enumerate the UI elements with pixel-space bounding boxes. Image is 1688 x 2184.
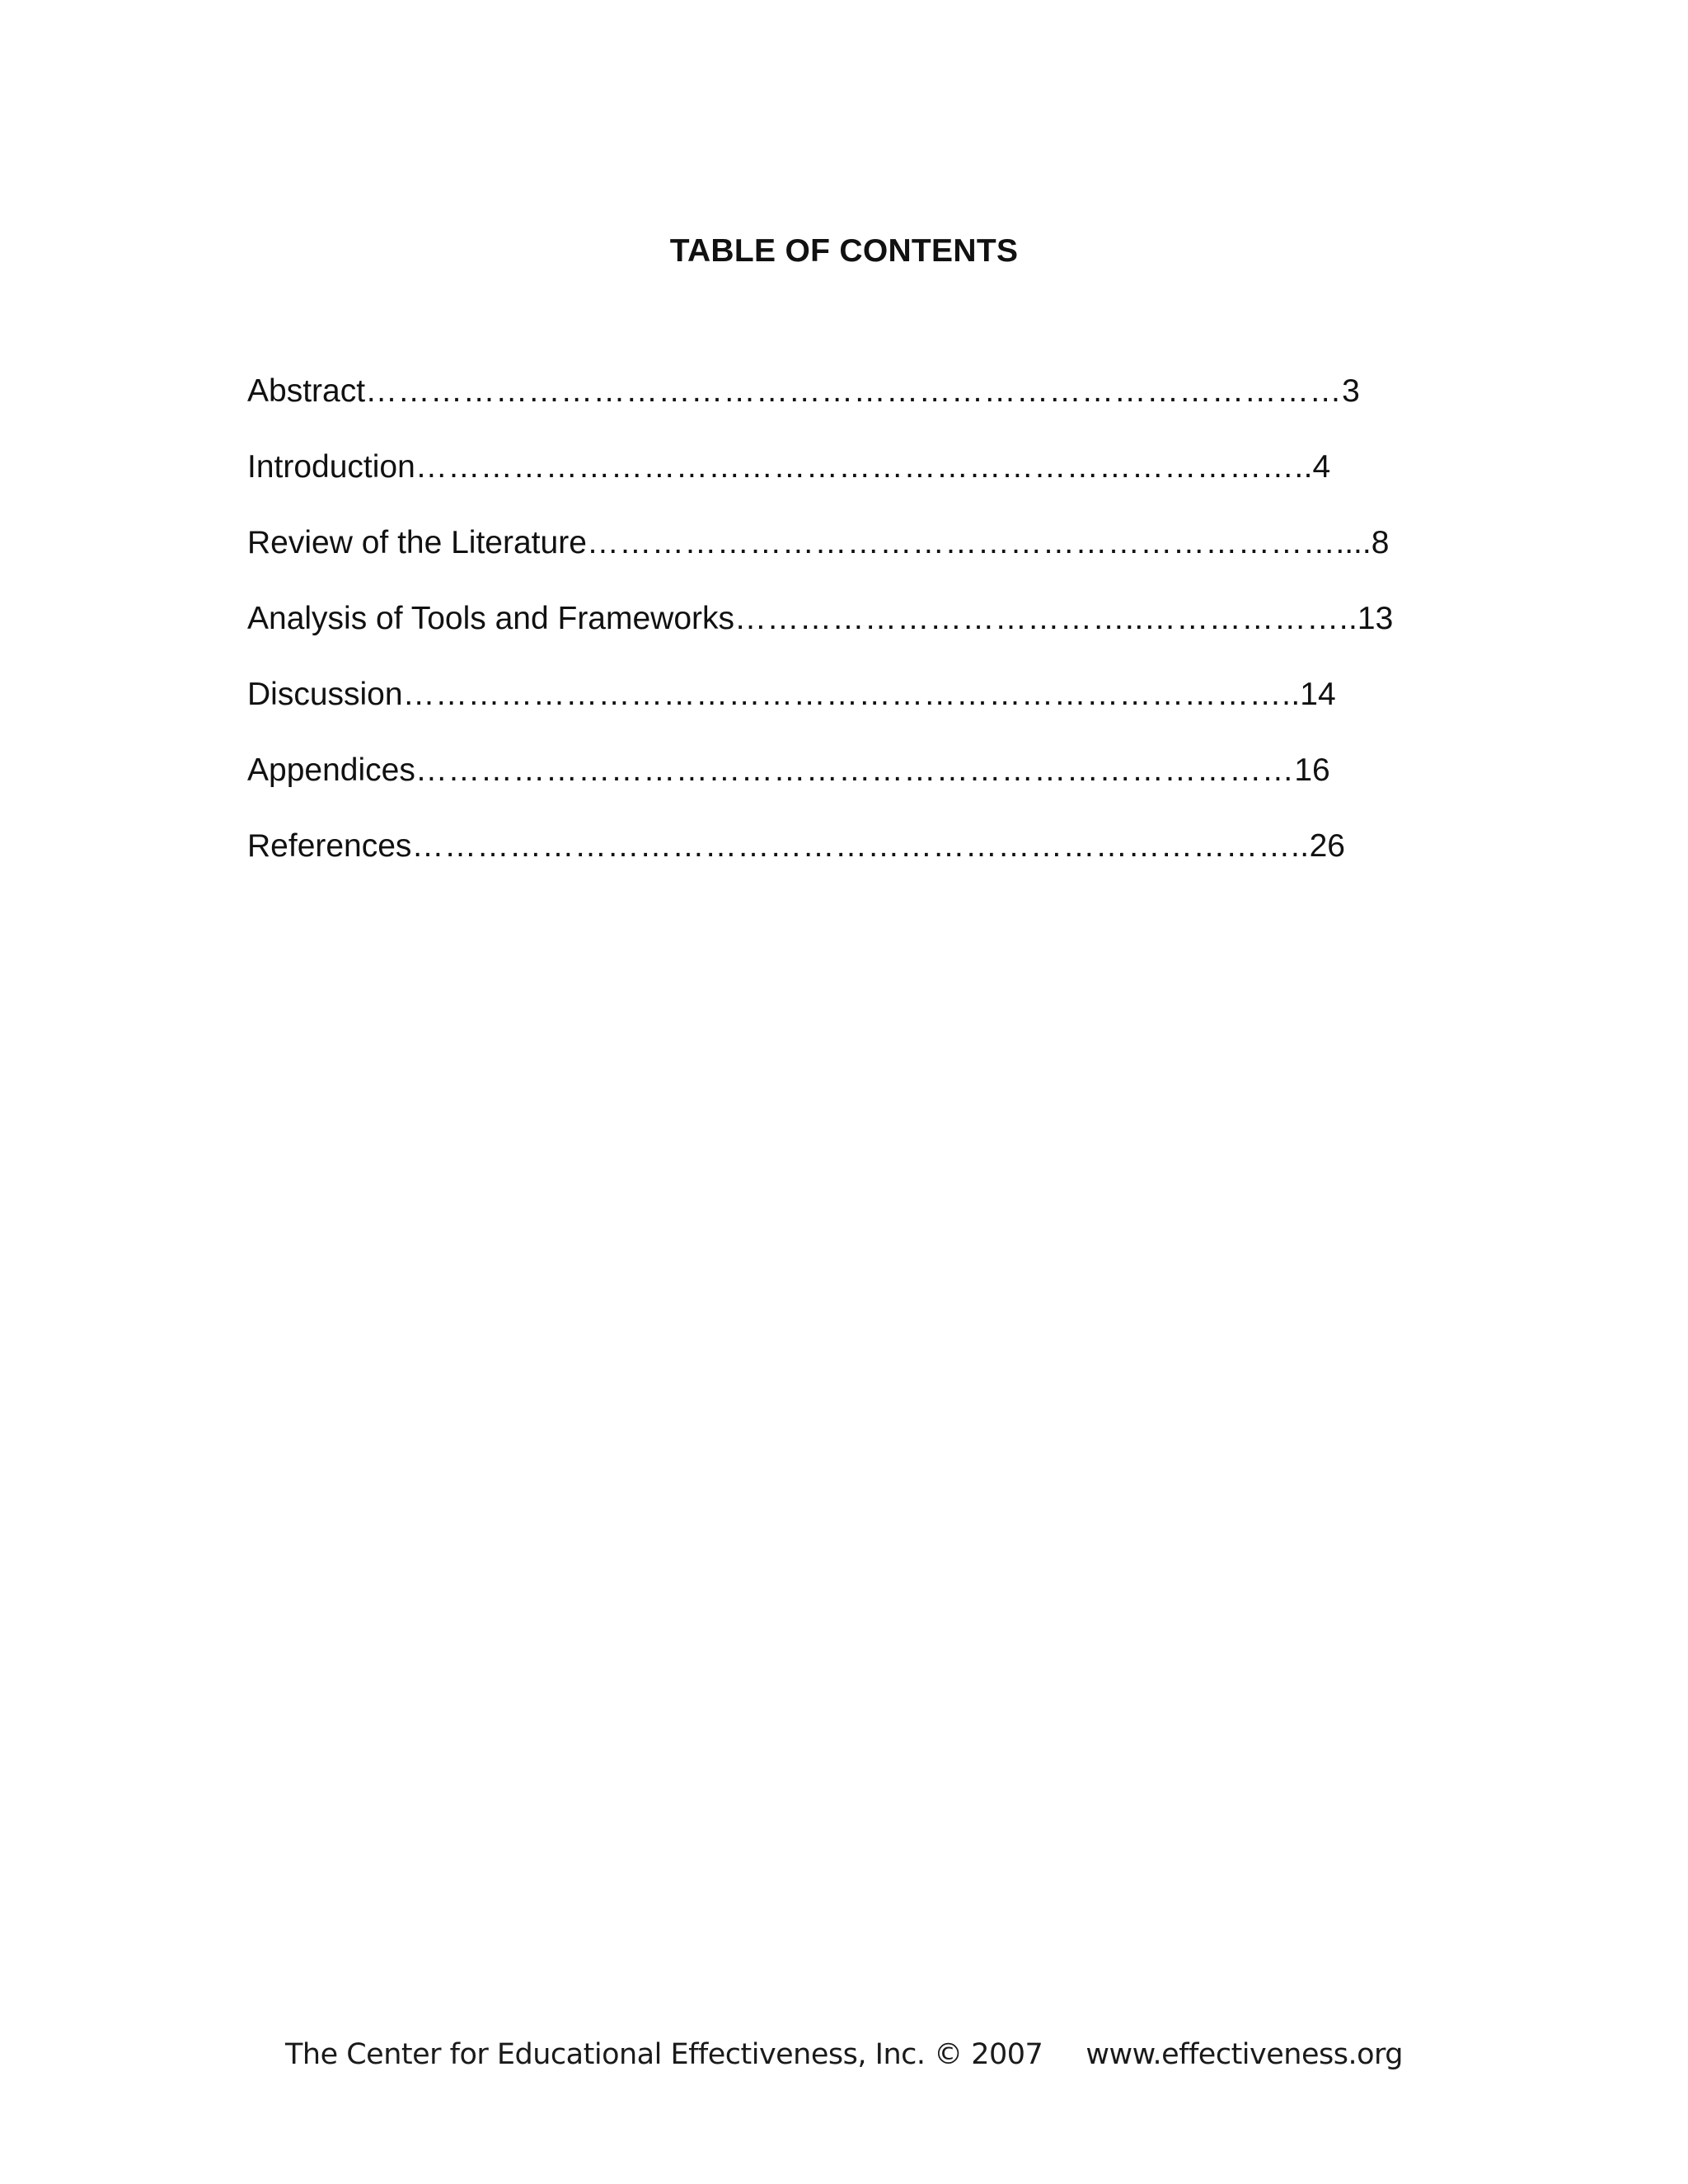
toc-dot-leader: ………………………………………………………………………. xyxy=(415,449,1304,485)
toc-entry-appendices xyxy=(247,746,1434,822)
toc-page-number: .14 xyxy=(1291,677,1336,712)
toc-entry-analysis xyxy=(247,594,1434,670)
toc-entry-title: Appendices xyxy=(247,752,415,788)
toc-dot-leader: ……………………………………………………………………….. xyxy=(411,828,1310,864)
toc-entry-introduction xyxy=(247,443,1434,518)
toc-entry-abstract xyxy=(247,367,1434,443)
toc-dot-leader: ……………………………………………………………………… xyxy=(415,752,1295,788)
toc-heading: TABLE OF CONTENTS xyxy=(669,233,1019,269)
toc-entry-title: References xyxy=(247,828,412,864)
toc-page-number: ....8 xyxy=(1335,525,1390,560)
footer-organization: The Center for Educational Effectiveness, Inc. © 2007 xyxy=(285,2038,1043,2071)
toc-dot-leader: ………………………………………………………………………. xyxy=(402,677,1292,712)
toc-entry-title: Analysis of Tools and Frameworks xyxy=(247,601,735,636)
toc-list xyxy=(247,367,1434,898)
page-footer xyxy=(0,2038,1688,2071)
toc-entry-references xyxy=(247,822,1434,898)
toc-entry-title: Introduction xyxy=(247,449,415,485)
toc-entry-title: Abstract xyxy=(247,373,366,409)
toc-page-number: 16 xyxy=(1294,752,1330,788)
toc-dot-leader: …………………………………………………………… xyxy=(586,525,1336,560)
toc-page-number: 3 xyxy=(1342,373,1360,409)
toc-page-number: .4 xyxy=(1303,449,1331,485)
toc-page-number: 26 xyxy=(1309,828,1345,864)
toc-entry-literature-review xyxy=(247,518,1434,594)
toc-dot-leader: ……………………………………………………………………………… xyxy=(365,373,1343,409)
toc-page-number: .13 xyxy=(1348,601,1394,636)
toc-dot-leader: ………………………………..………………. xyxy=(734,601,1349,636)
toc-entry-discussion xyxy=(247,670,1434,746)
toc-entry-title: Discussion xyxy=(247,677,403,712)
toc-entry-title: Review of the Literature xyxy=(247,525,587,560)
footer-website: www.effectiveness.org xyxy=(1085,2038,1403,2071)
